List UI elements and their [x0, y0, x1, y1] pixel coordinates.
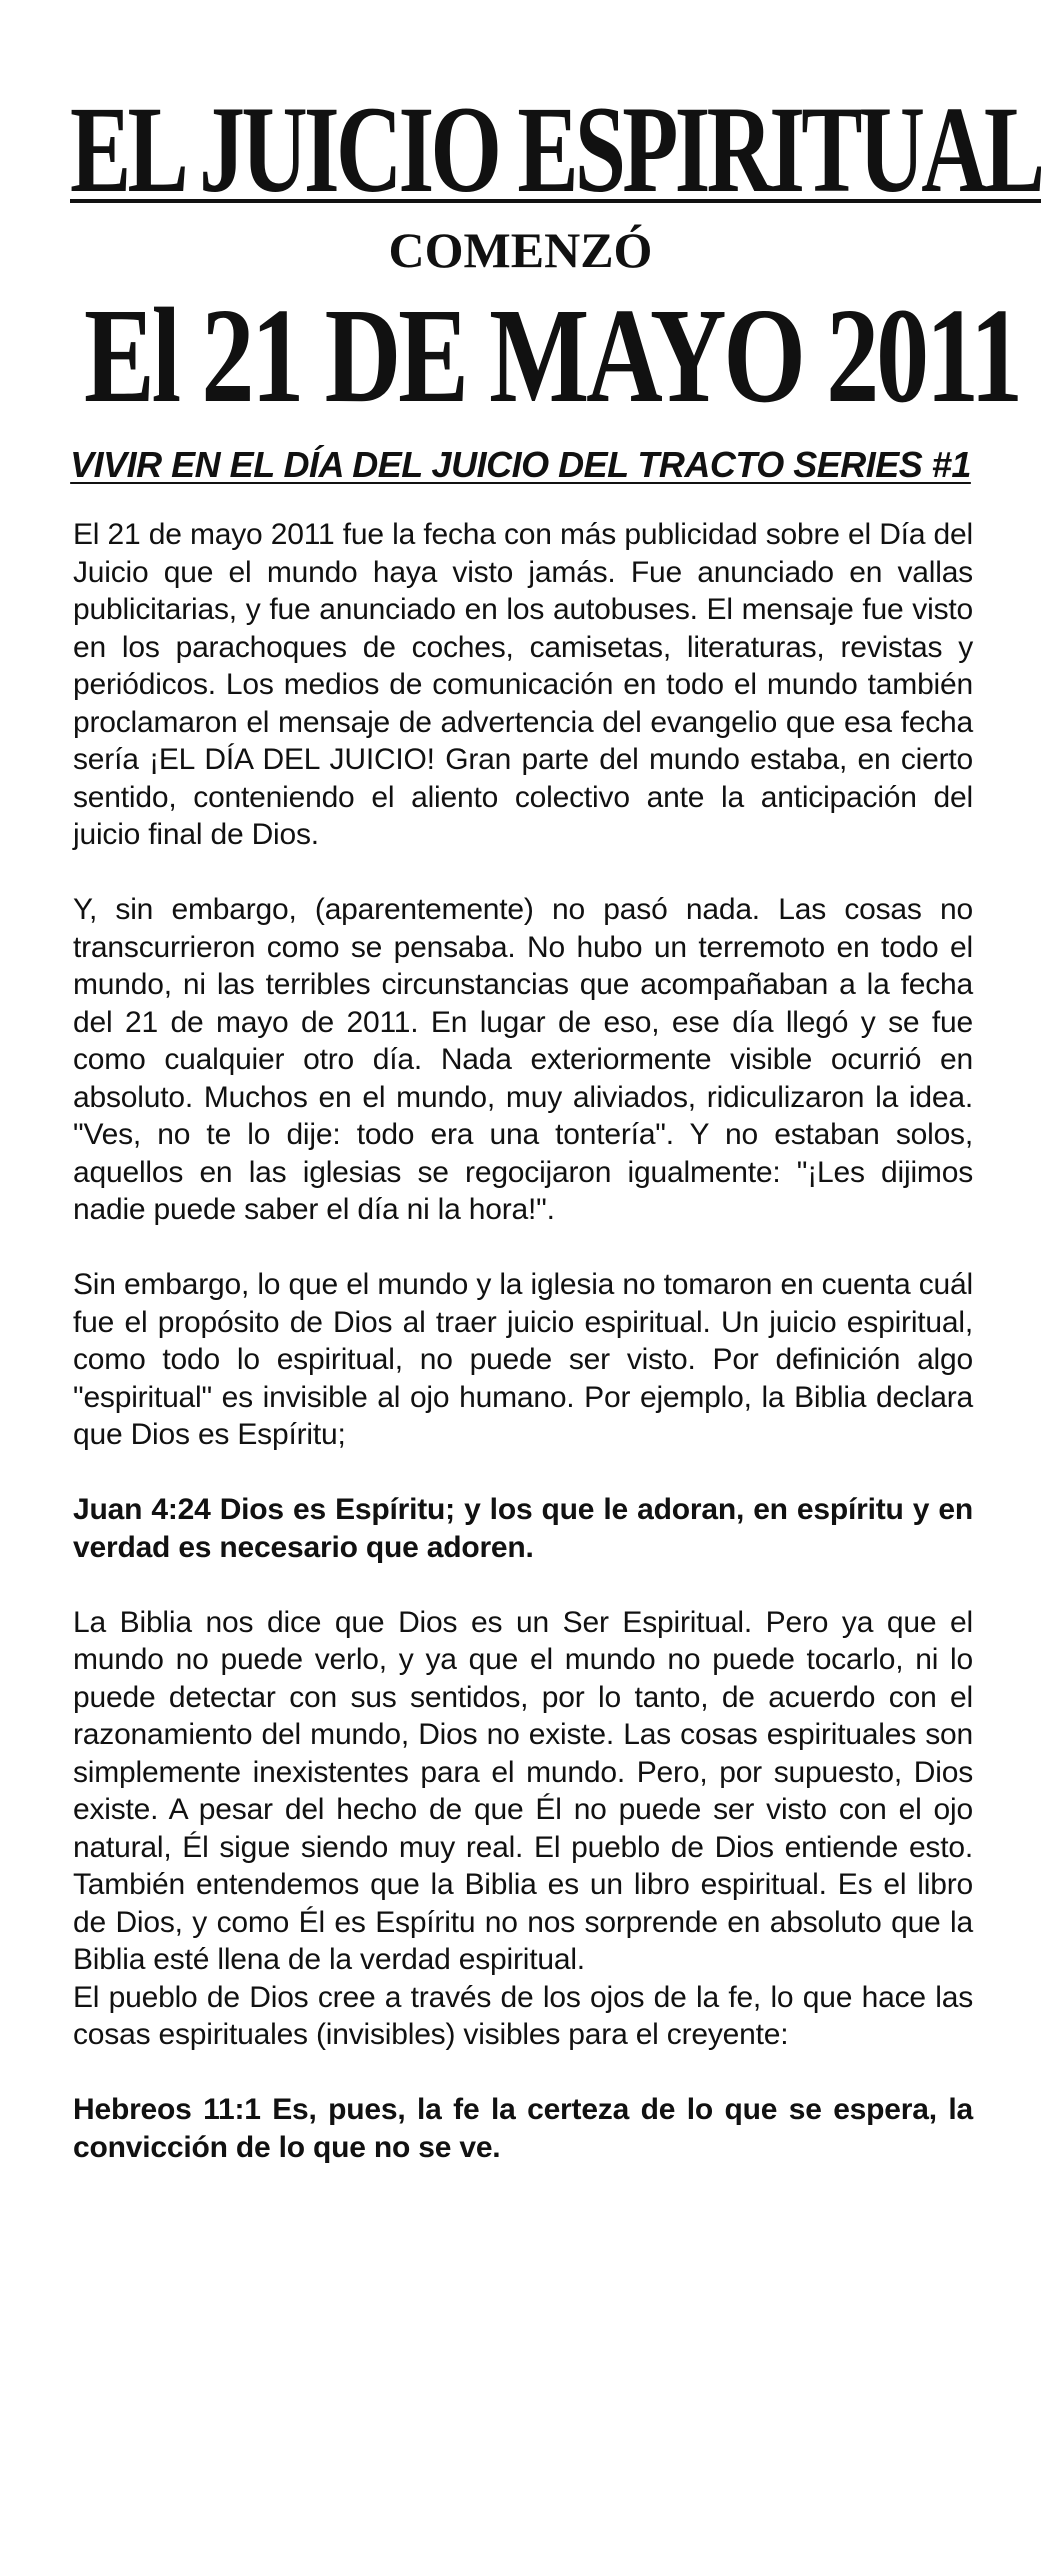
- paragraph-spacer: [73, 2054, 973, 2092]
- paragraph-4: La Biblia nos dice que Dios es un Ser Espiritual. Pero ya que el mundo no puede verlo, y ya que el mundo no puede tocarlo, ni lo puede detectar con sus sentidos, por lo tanto, de acuerdo con el razonamiento del mundo, Dios no existe. Las cosas espirituales son simplemente inexistentes para el mundo. Pero, por supuesto, Dios existe. A pesar del hecho de que Él no puede ser visto con el ojo natural, Él sigue siendo muy real. El pueblo de Dios entiende esto. También entendemos que la Biblia es un libro espiritual. Es el libro de Dios, y como Él es Espíritu no nos sorprende en absoluto que la Biblia esté llena de la verdad espiritual.: [73, 1605, 973, 1976]
- paragraph-spacer: [73, 1454, 973, 1492]
- series-heading: VIVIR EN EL DÍA DEL JUICIO DEL TRACTO SERIES #1: [70, 444, 971, 485]
- subtitle: COMENZÓ: [388, 222, 653, 278]
- page-title: EL JUICIO ESPIRITUAL: [70, 81, 1041, 218]
- paragraph-spacer: [73, 854, 973, 892]
- verse-john: Juan 4:24 Dios es Espíritu; y los que le adoran, en espíritu y en verdad es necesario que adoren.: [73, 1493, 973, 1564]
- paragraph-spacer: [73, 1229, 973, 1267]
- verse-hebrews: Hebreos 11:1 Es, pues, la fe la certeza de lo que se espera, la convicción de lo que no se ve.: [73, 2093, 973, 2164]
- paragraph-2: Y, sin embargo, (aparentemente) no pasó nada. Las cosas no transcurrieron como se pensaba. No hubo un terremoto en todo el mundo, ni las terribles circunstancias que acompañaban a la fecha del 21 de mayo de 2011. En lugar de eso, ese día llegó y se fue como cualquier otro día. Nada exteriormente visible ocurrió en absoluto. Muchos en el mundo, muy aliviados, ridiculizaron la idea. "Ves, no te lo dije: todo era una tontería". Y no estaban solos, aquellos en las iglesias se regocijaron igualmente: "¡Les dijimos nadie puede saber el día ni la hora!".: [73, 893, 973, 1226]
- date-heading: El 21 DE MAYO 2011: [84, 281, 1021, 431]
- paragraph-spacer: [73, 1566, 973, 1604]
- paragraph-5: El pueblo de Dios cree a través de los ojos de la fe, lo que hace las cosas espirituales (invisibles) visibles para el creyente:: [73, 1980, 973, 2051]
- article-body: [73, 516, 973, 2166]
- paragraph-3: Sin embargo, lo que el mundo y la iglesia no tomaron en cuenta cuál fue el propósito de Dios al traer juicio espiritual. Un juicio espiritual, como todo lo espiritual, no puede ser visto. Por definición algo "espiritual" es invisible al ojo humano. Por ejemplo, la Biblia declara que Dios es Espíritu;: [73, 1268, 973, 1451]
- paragraph-1: El 21 de mayo 2011 fue la fecha con más publicidad sobre el Día del Juicio que el mundo haya visto jamás. Fue anunciado en vallas publicitarias, y fue anunciado en los autobuses. El mensaje fue visto en los parachoques de coches, camisetas, literaturas, revistas y periódicos. Los medios de comunicación en todo el mundo también proclamaron el mensaje de advertencia del evangelio que esa fecha sería ¡EL DÍA DEL JUICIO! Gran parte del mundo estaba, en cierto sentido, conteniendo el aliento colectivo ante la anticipación del juicio final de Dios.: [73, 518, 973, 851]
